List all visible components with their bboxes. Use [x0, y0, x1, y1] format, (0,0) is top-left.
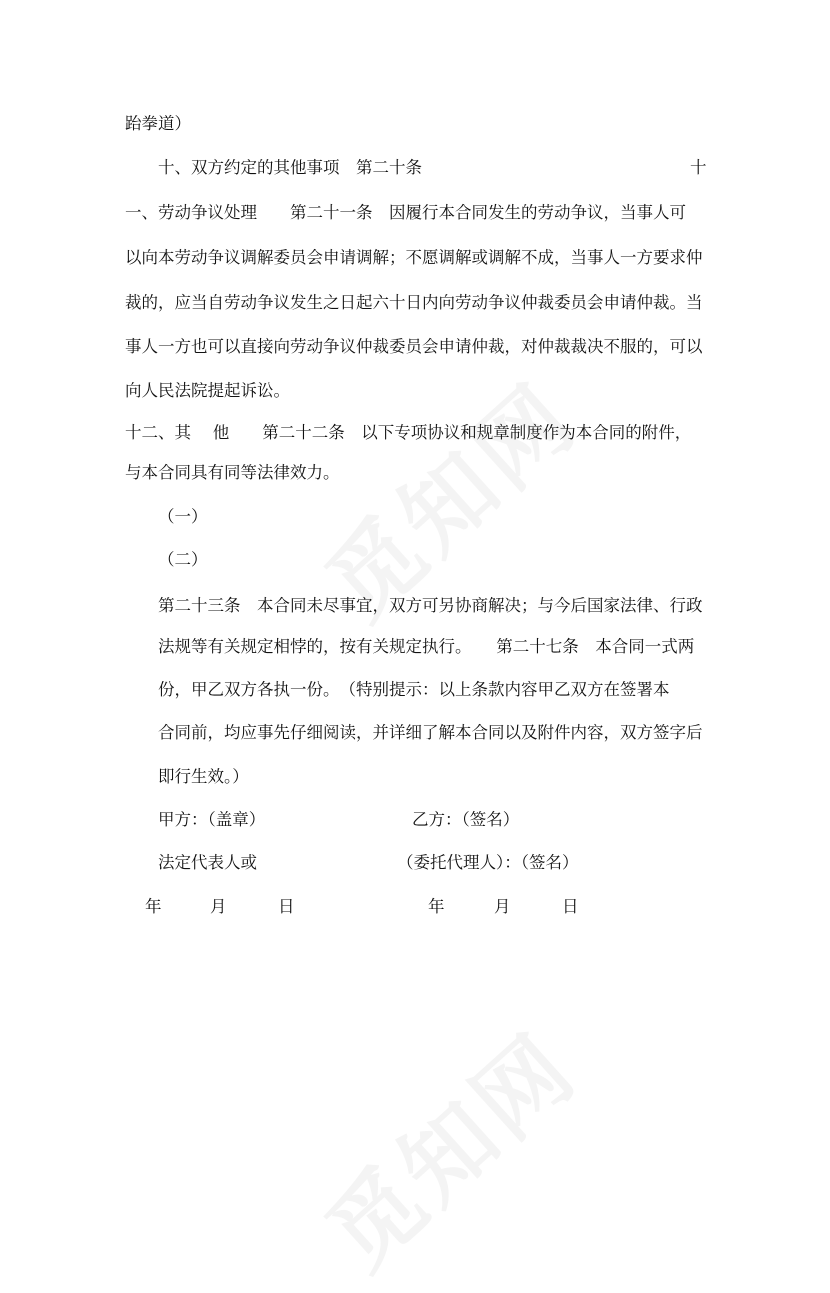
- text-line: 跆拳道）: [125, 114, 191, 133]
- text-line: 一、劳动争议处理 第二十一条 因履行本合同发生的劳动争议，当事人可: [125, 203, 686, 222]
- watermark-bottom: [294, 999, 601, 1293]
- text-line: 向人民法院提起诉讼。: [125, 381, 290, 400]
- date-year-a: 年: [145, 897, 162, 916]
- text-line: 法规等有关规定相悖的，按有关规定执行。 第二十七条 本合同一式两: [158, 637, 695, 656]
- date-month-b: 月: [494, 897, 511, 916]
- party-b-label: 乙方：（签名）: [412, 810, 520, 829]
- section-heading: 十二、其 他 第二十二条 以下专项协议和规章制度作为本合同的附件，: [125, 423, 692, 442]
- section-heading: 十、双方约定的其他事项 第二十条: [158, 158, 422, 177]
- list-item: （二）: [158, 550, 208, 569]
- date-day-b: 日: [562, 897, 579, 916]
- text-line: 以向本劳动争议调解委员会申请调解；不愿调解或调解不成，当事人一方要求仲: [125, 248, 703, 267]
- date-month-a: 月: [210, 897, 227, 916]
- text-line: 即行生效。）: [158, 767, 249, 786]
- text-line: 裁的，应当自劳动争议发生之日起六十日内向劳动争议仲裁委员会申请仲裁。当: [125, 293, 703, 312]
- text-line: 十: [690, 158, 707, 177]
- text-line: 第二十三条 本合同未尽事宜，双方可另协商解决；与今后国家法律、行政: [158, 596, 703, 615]
- text-line: 合同前，均应事先仔细阅读，并详细了解本合同以及附件内容，双方签字后: [158, 723, 703, 742]
- text-line: 份，甲乙双方各执一份。 （特别提示：以上条款内容甲乙双方在签署本: [158, 680, 670, 699]
- legal-representative-label: 法定代表人或: [158, 853, 257, 872]
- date-year-b: 年: [428, 897, 445, 916]
- party-a-label: 甲方：（盖章）: [158, 810, 266, 829]
- text-line: 事人一方也可以直接向劳动争议仲裁委员会申请仲裁，对仲裁裁决不服的，可以: [125, 337, 703, 356]
- list-item: （一）: [158, 507, 208, 526]
- date-day-a: 日: [278, 897, 295, 916]
- agent-label: （委托代理人）：（签名）: [397, 853, 579, 872]
- text-line: 与本合同具有同等法律效力。: [125, 463, 340, 482]
